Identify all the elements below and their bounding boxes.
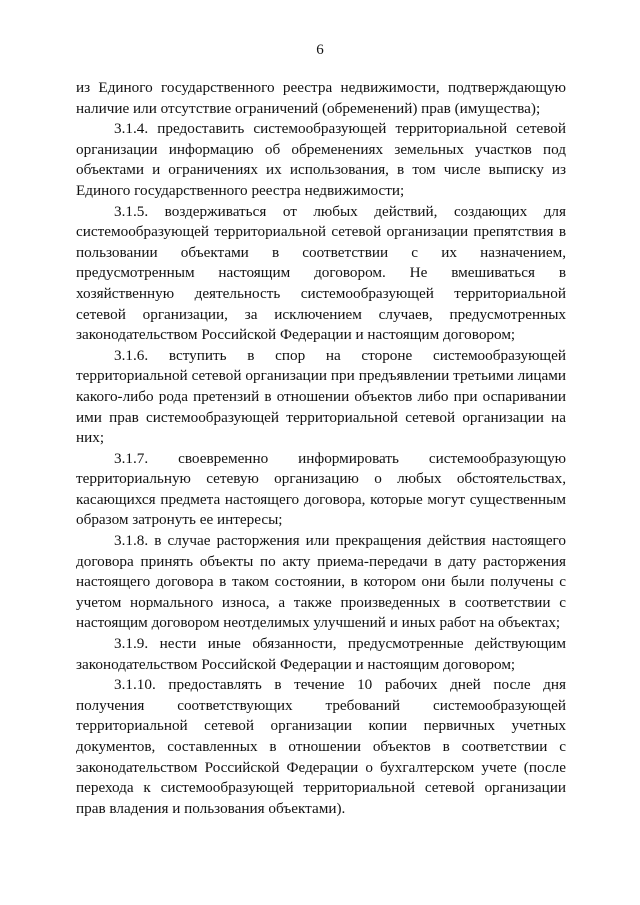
clause-number: 3.1.10. [114, 676, 156, 694]
clause-3-1-8 [76, 531, 566, 634]
clause-3-1-6 [76, 346, 566, 449]
clause-text: предоставить системообразующей территориальной сетевой организации информацию об обременениях земельных участков под объектами и ограничениях их использования, в том числе выписку из Единого государственного реестра недвижимости; [76, 120, 567, 199]
clause-3-1-4 [76, 119, 566, 201]
clause-text: вступить в спор на стороне системообразующей территориальной сетевой организации при предъявлении третьими лицами какого-либо рода претензий в отношении объектов либо при оспаривании ими прав системообразующей территориальной сетевой организации на них; [76, 346, 566, 447]
clause-text: в случае расторжения или прекращения действия настоящего договора принять объекты по акту приема-передачи в дату расторжения настоящего договора в таком состоянии, в котором они были получены с учетом нормального износа, а также произведенных в соответствии с настоящим договором неотделимых улучшений и иных работ на объектах; [76, 532, 567, 632]
clause-number: 3.1.5. [114, 202, 149, 220]
clause-number: 3.1.4. [114, 120, 149, 138]
clause-text: предоставлять в течение 10 рабочих дней после дня получения соответствующих требований системообразующей территориальной сетевой организации копии первичных учетных документов, составленных в отношении объектов в соответствии с законодательством Российской Федерации о бухгалтерском учете (после перехода к системообразующей территориальной сетевой организации прав владения и пользования объектами). [76, 676, 567, 817]
document-body [76, 78, 566, 819]
clause-text: своевременно информировать системообразующую территориальную сетевую организацию о любых обстоятельствах, касающихся предмета настоящего договора, которые могут существенным образом затронуть ее интересы; [76, 449, 567, 529]
clause-number: 3.1.6. [114, 346, 149, 364]
clause-3-1-9 [76, 634, 566, 675]
clause-3-1-5 [76, 202, 566, 346]
clause-number: 3.1.7. [114, 449, 149, 467]
clause-text: нести иные обязанности, предусмотренные действующим законодательством Российской Федерации и настоящим договором; [76, 635, 567, 673]
clause-3-1-7 [76, 449, 566, 531]
clause-number: 3.1.8. [114, 532, 149, 550]
page-number: 6 [316, 42, 324, 58]
clause-number: 3.1.9. [114, 635, 149, 653]
clause-3-1-10 [76, 675, 566, 819]
paragraph-continuation [76, 78, 566, 119]
paragraph-text: из Единого государственного реестра недвижимости, подтверждающую наличие или отсутствие ограничений (обременений) прав (имущества); [76, 79, 566, 117]
clause-text: воздерживаться от любых действий, создающих для системообразующей территориальной сетевой организации препятствия в пользовании объектами в соответствии с их назначением, предусмотренным настоящим договором. Не вмешиваться в хозяйственную деятельность системообразующей территориальной сетевой организации, за исключением случаев, предусмотренных законодательством Российской Федерации и настоящим договором; [76, 202, 567, 344]
